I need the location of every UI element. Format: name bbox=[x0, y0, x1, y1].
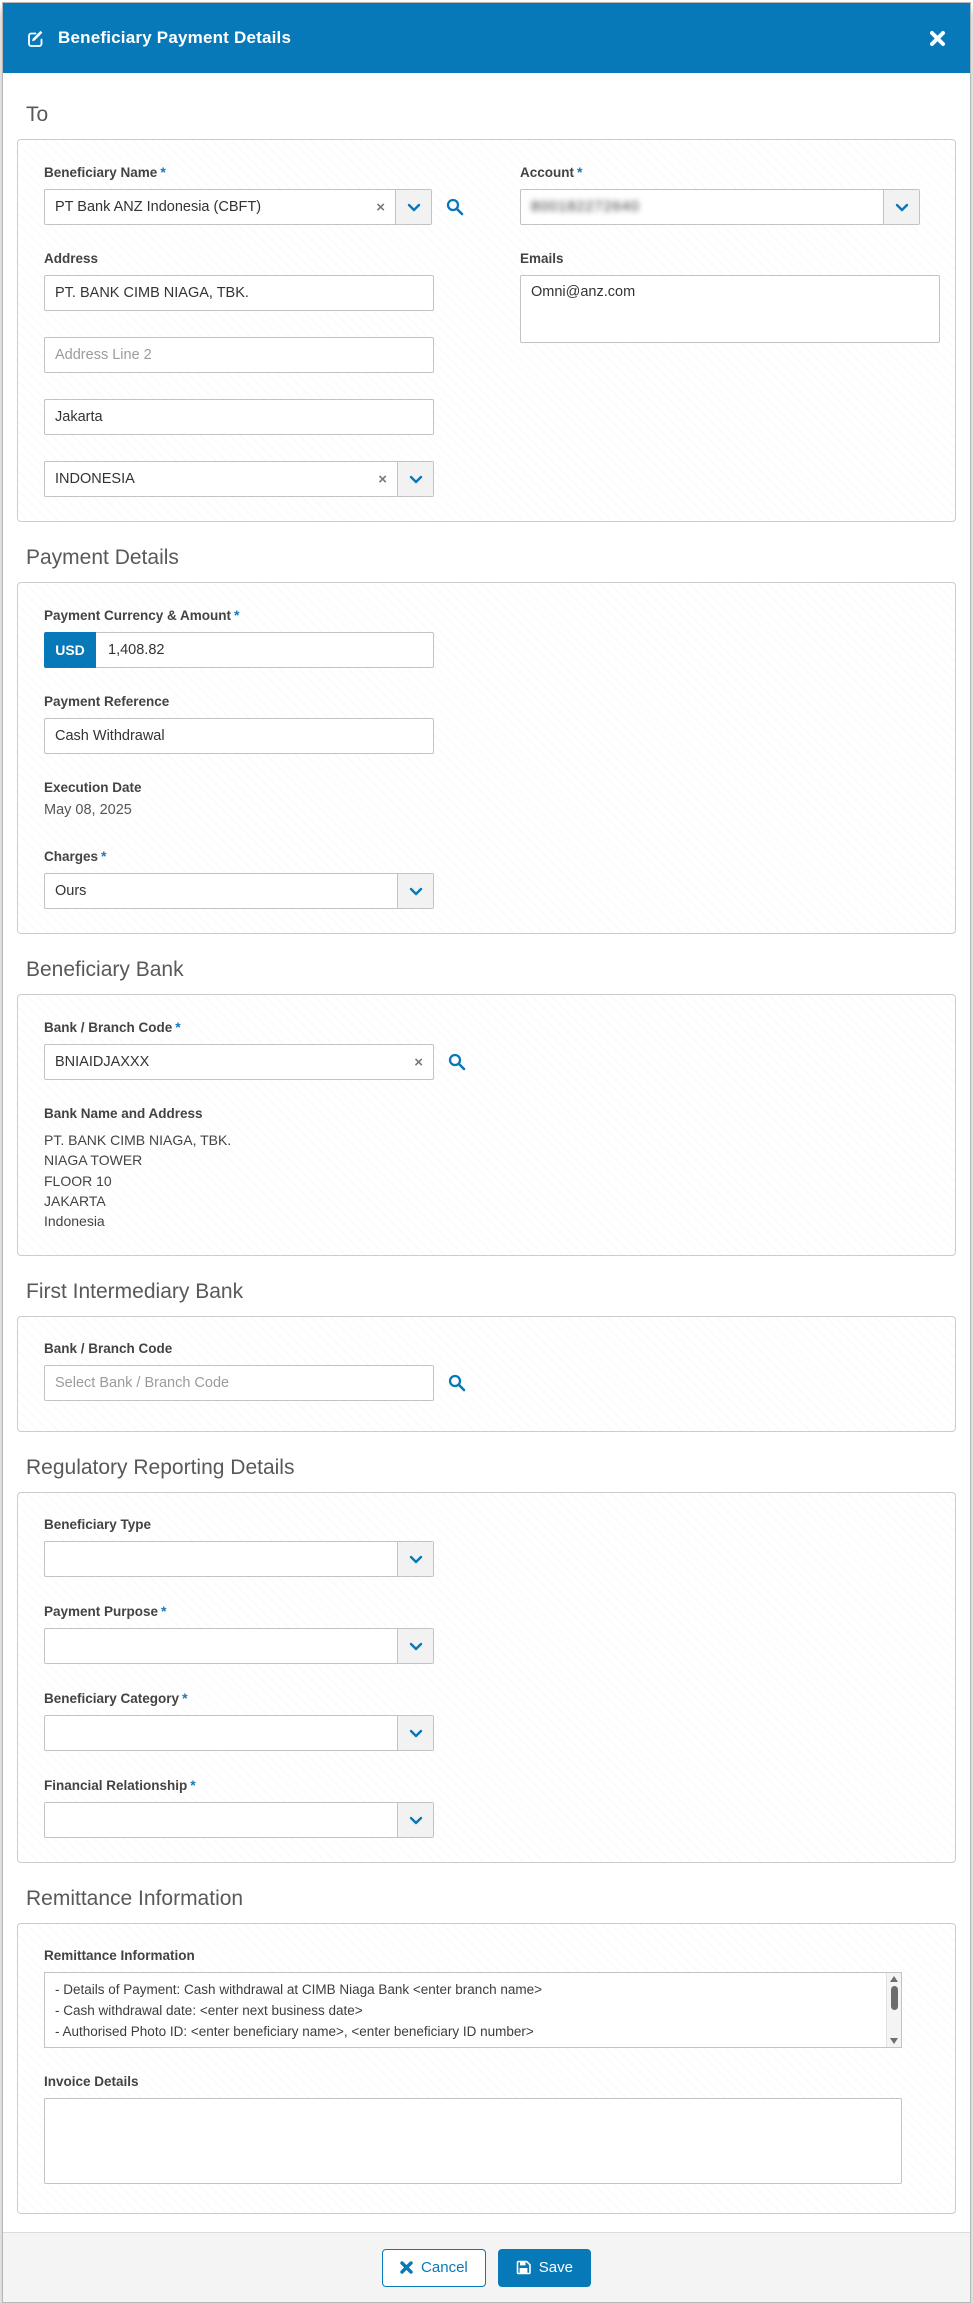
cancel-x-icon bbox=[400, 2261, 413, 2274]
required-asterisk: * bbox=[182, 1690, 188, 1707]
edit-icon bbox=[27, 29, 46, 48]
emails-label: Emails bbox=[520, 251, 564, 266]
required-asterisk: * bbox=[161, 1603, 167, 1620]
emails-textarea[interactable] bbox=[520, 275, 940, 343]
remittance-information-label: Remittance Information bbox=[44, 1948, 195, 1964]
financial-relationship-select[interactable] bbox=[44, 1802, 434, 1838]
section-heading-beneficiary-bank: Beneficiary Bank bbox=[26, 958, 184, 981]
chevron-down-icon[interactable] bbox=[397, 462, 433, 496]
invoice-details-textarea[interactable] bbox=[44, 2098, 902, 2184]
currency-badge: USD bbox=[44, 632, 96, 668]
modal-body bbox=[3, 73, 970, 2232]
scrollbar-thumb[interactable] bbox=[891, 1986, 898, 2010]
scroll-up-icon[interactable] bbox=[890, 1976, 898, 1982]
beneficiary-category-select[interactable] bbox=[44, 1715, 434, 1751]
payment-purpose-value[interactable] bbox=[45, 1629, 397, 1663]
to-fieldset bbox=[17, 139, 956, 522]
payment-purpose-label: Payment Purpose * bbox=[44, 1603, 167, 1620]
section-heading-payment-details: Payment Details bbox=[26, 546, 179, 569]
cancel-button[interactable] bbox=[382, 2249, 486, 2287]
bank-name-address-value: PT. BANK CIMB NIAGA, TBK. NIAGA TOWER FLOOR 10 JAKARTA Indonesia bbox=[44, 1132, 232, 1230]
modal-footer bbox=[3, 2232, 970, 2302]
beneficiary-type-value[interactable] bbox=[45, 1542, 397, 1576]
scroll-down-icon[interactable] bbox=[890, 2038, 898, 2044]
search-icon[interactable] bbox=[446, 198, 464, 216]
save-button-label: Save bbox=[538, 2259, 573, 2277]
remittance-information-textarea[interactable] bbox=[44, 1972, 902, 2048]
section-heading-remittance: Remittance Information bbox=[26, 1887, 244, 1911]
country-combobox[interactable] bbox=[44, 461, 434, 497]
scrollbar[interactable] bbox=[886, 1973, 901, 2047]
required-asterisk: * bbox=[234, 607, 240, 623]
remittance-fieldset bbox=[17, 1923, 956, 2214]
address-line1-input[interactable]: PT. BANK CIMB NIAGA, TBK. bbox=[44, 275, 434, 311]
save-disk-icon bbox=[516, 2260, 531, 2275]
required-asterisk: * bbox=[101, 848, 107, 864]
chevron-down-icon[interactable] bbox=[395, 190, 431, 224]
chevron-down-icon[interactable] bbox=[883, 190, 919, 224]
clear-icon[interactable]: × bbox=[414, 1053, 423, 1071]
clear-icon[interactable]: × bbox=[378, 470, 387, 488]
charges-value[interactable]: Ours bbox=[55, 883, 87, 899]
required-asterisk: * bbox=[577, 164, 583, 180]
charges-select[interactable] bbox=[44, 873, 434, 909]
invoice-details-label: Invoice Details bbox=[44, 2074, 139, 2090]
beneficiary-name-label: Beneficiary Name * bbox=[44, 164, 166, 180]
regulatory-fieldset bbox=[17, 1492, 956, 1863]
chevron-down-icon[interactable] bbox=[397, 874, 433, 908]
financial-relationship-label: Financial Relationship * bbox=[44, 1777, 196, 1794]
close-icon[interactable] bbox=[929, 30, 946, 47]
bank-branch-code-input[interactable] bbox=[44, 1044, 434, 1080]
account-value[interactable]: 800182272640 bbox=[531, 199, 640, 215]
bank-name-address-label: Bank Name and Address bbox=[44, 1106, 203, 1121]
remittance-information-text[interactable]: - Details of Payment: Cash withdrawal at CIMB Niaga Bank <enter branch name> - Cash withdrawal date: <enter next business date> - Authorised Photo ID: <enter beneficiary name>, <enter beneficiary ID number> bbox=[55, 1982, 542, 2040]
charges-label: Charges * bbox=[44, 848, 107, 864]
section-heading-regulatory: Regulatory Reporting Details bbox=[26, 1456, 295, 1480]
execution-date-value: May 08, 2025 bbox=[44, 802, 132, 818]
address-city-input[interactable]: Jakarta bbox=[44, 399, 434, 435]
address-label: Address bbox=[44, 251, 99, 266]
intermediary-bank-branch-code-label: Bank / Branch Code bbox=[44, 1341, 173, 1357]
required-asterisk: * bbox=[190, 1777, 196, 1794]
beneficiary-payment-details-modal bbox=[2, 2, 971, 2303]
search-icon[interactable] bbox=[448, 1053, 466, 1071]
payment-details-fieldset bbox=[17, 582, 956, 934]
payment-reference-label: Payment Reference bbox=[44, 694, 170, 709]
chevron-down-icon[interactable] bbox=[397, 1629, 433, 1663]
bank-branch-code-label: Bank / Branch Code * bbox=[44, 1019, 181, 1035]
beneficiary-bank-fieldset bbox=[17, 994, 956, 1256]
account-label: Account * bbox=[520, 164, 583, 180]
clear-icon[interactable]: × bbox=[376, 198, 385, 216]
section-heading-to: To bbox=[26, 103, 49, 126]
search-icon[interactable] bbox=[448, 1374, 466, 1392]
country-value[interactable]: INDONESIA bbox=[55, 471, 135, 487]
beneficiary-type-select[interactable] bbox=[44, 1541, 434, 1577]
required-asterisk: * bbox=[175, 1019, 181, 1035]
modal-header bbox=[3, 3, 970, 73]
beneficiary-name-combobox[interactable] bbox=[44, 189, 432, 225]
cancel-button-label: Cancel bbox=[421, 2259, 468, 2277]
address-line2-input[interactable]: Address Line 2 bbox=[44, 337, 434, 373]
account-select[interactable] bbox=[520, 189, 920, 225]
chevron-down-icon[interactable] bbox=[397, 1716, 433, 1750]
beneficiary-category-value[interactable] bbox=[45, 1716, 397, 1750]
financial-relationship-value[interactable] bbox=[45, 1803, 397, 1837]
payment-reference-input[interactable]: Cash Withdrawal bbox=[44, 718, 434, 754]
bank-branch-code-value[interactable]: BNIAIDJAXXX bbox=[55, 1054, 150, 1070]
execution-date-label: Execution Date bbox=[44, 780, 142, 795]
amount-input[interactable]: 1,408.82 bbox=[96, 632, 434, 668]
first-intermediary-bank-fieldset bbox=[17, 1316, 956, 1432]
required-asterisk: * bbox=[160, 164, 166, 180]
beneficiary-type-label: Beneficiary Type bbox=[44, 1517, 152, 1533]
chevron-down-icon[interactable] bbox=[397, 1542, 433, 1576]
intermediary-bank-branch-code-input[interactable]: Select Bank / Branch Code bbox=[44, 1365, 434, 1401]
beneficiary-category-label: Beneficiary Category * bbox=[44, 1690, 188, 1707]
chevron-down-icon[interactable] bbox=[397, 1803, 433, 1837]
payment-purpose-select[interactable] bbox=[44, 1628, 434, 1664]
modal-title: Beneficiary Payment Details bbox=[58, 28, 292, 47]
payment-currency-amount-label: Payment Currency & Amount * bbox=[44, 607, 240, 623]
section-heading-first-intermediary-bank: First Intermediary Bank bbox=[26, 1280, 244, 1304]
save-button[interactable] bbox=[498, 2249, 591, 2287]
beneficiary-name-value[interactable]: PT Bank ANZ Indonesia (CBFT) bbox=[55, 199, 262, 215]
